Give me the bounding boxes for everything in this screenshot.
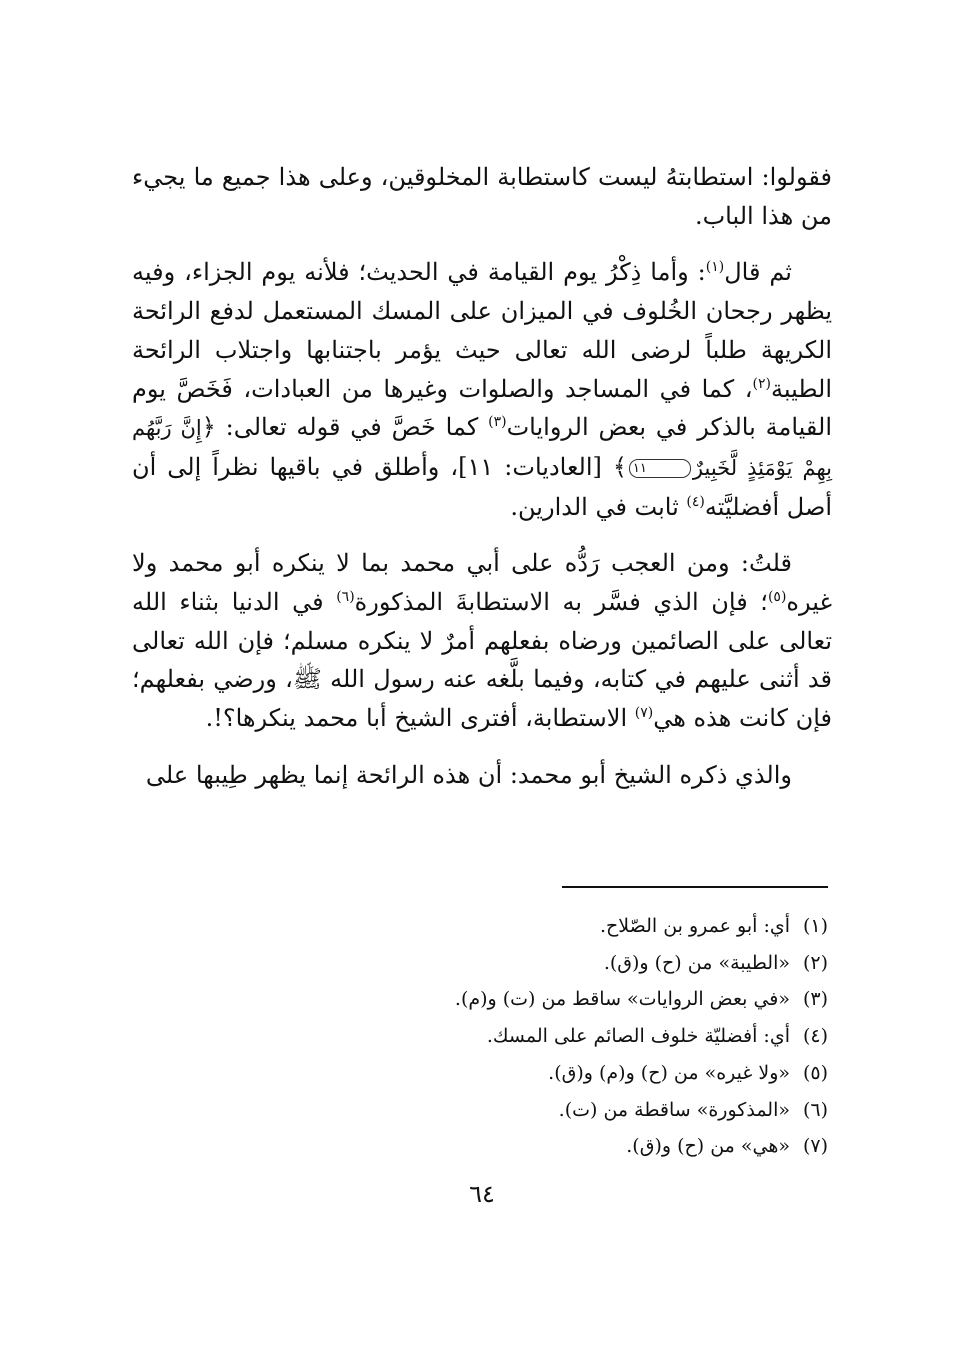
footnote (300, 1055, 828, 1092)
footnote (300, 1018, 828, 1055)
text-run: ، كما في المساجد والصلوات وغيرها من العبادات، فَخَصَّ يوم القيامة بالذكر في بعض الروايات (132, 374, 833, 442)
paragraph (132, 158, 832, 235)
text-run: الاستطابة، أفترى الشيخ أبا محمد ينكرها؟!. (205, 704, 635, 733)
footnote (300, 981, 828, 1018)
footnote-text: أي: أبو عمرو بن الصّلاح. (599, 915, 790, 937)
text-run: كما خَصَّ في قوله تعالى: ﴿ (201, 413, 489, 442)
paragraph (132, 544, 832, 738)
page-number: ٦٤ (469, 1180, 495, 1208)
text-run: ثابت في الدارين. (510, 492, 687, 521)
text-run: ؛ فإن الذي فسَّر به الاستطابةَ المذكورة (354, 588, 768, 617)
footnote-ref: (٣) (488, 414, 507, 431)
footnote-ref: (٤) (686, 493, 705, 510)
quran-verse: إِنَّ رَبَّهُم بِهِمْ يَوْمَئِذٍ لَّخَبِيرٌ (132, 416, 832, 480)
main-text (132, 158, 832, 813)
footnote-number: (٢) (802, 951, 828, 974)
footnote-ref: (٦) (336, 589, 355, 606)
footnote-ref: (٧) (634, 705, 654, 722)
footnote (300, 1092, 828, 1129)
text-run: قلتُ: ومن العجب رَدُّه على أبي محمد بما لا ينكره أبو محمد ولا غيره (132, 549, 833, 617)
footnote (300, 908, 828, 945)
paragraph (132, 756, 832, 795)
footnote-ref: (٢) (752, 375, 771, 392)
footnote-text: «هي» من (ح) و(ق). (626, 1135, 790, 1158)
footnote-text: «الطيبة» من (ح) و(ق). (603, 951, 790, 974)
footnote-ref: (٥) (767, 589, 787, 606)
footnote-number: (٦) (802, 1098, 828, 1121)
text-run: والذي ذكره الشيخ أبو محمد: أن هذه الرائحة إنما يظهر طِيبها على (145, 760, 792, 789)
text-run: فقولوا: استطابتهُ ليست كاستطابة المخلوقين، وعلى هذا جميع ما يجيء من هذا الباب. (132, 163, 832, 230)
footnote-text: «المذكورة» ساقطة من (ت). (558, 1098, 790, 1121)
footnote-number: (٧) (802, 1135, 828, 1158)
footnote (300, 945, 828, 982)
footnote-text: «في بعض الروايات» ساقط من (ت) و(م). (454, 988, 790, 1011)
text-run: : وأما ذِكْرُ يوم القيامة في الحديث؛ فلأنه يوم الجزاء، وفيه يظهر رجحان الخُلوف في الميزان على المسك المستعمل لدفع الرائحة الكريهة طلباً لرضى الله تعالى حيث يؤمر باجتنابها واجتلاب الرائحة الطيبة (132, 258, 832, 403)
text-run: ﴾ [العاديات: ١١]، وأطلق في باقيها نظراً إلى أن أصل أفضليَّته (132, 452, 832, 521)
footnote-text: «ولا غيره» من (ح) و(م) و(ق). (548, 1061, 790, 1084)
footnote (300, 1128, 828, 1165)
paragraph (132, 253, 832, 526)
text-run: في الدنيا بثناء الله تعالى على الصائمين ورضاه بفعلهم أمرٌ لا ينكره مسلم؛ فإن الله تعالى قد أثنى عليهم في كتابه، وفيما بلَّغه عنه رسول الله ﷺ، ورضي بفعلهم؛ فإن كانت هذه هي (132, 588, 832, 733)
footnote-number: (٣) (802, 988, 828, 1011)
footnote-separator (562, 886, 828, 888)
ayah-number-marker: ١١ (629, 459, 691, 478)
footnote-ref: (١) (705, 259, 725, 276)
footnote-number: (٥) (802, 1061, 828, 1084)
footnotes-list (300, 908, 828, 1165)
footnote-number: (١) (802, 915, 828, 937)
footnote-text: أي: أفضليّة خلوف الصائم على المسك. (486, 1025, 790, 1048)
footnote-number: (٤) (802, 1025, 828, 1048)
text-run: ثم قال (724, 258, 792, 287)
